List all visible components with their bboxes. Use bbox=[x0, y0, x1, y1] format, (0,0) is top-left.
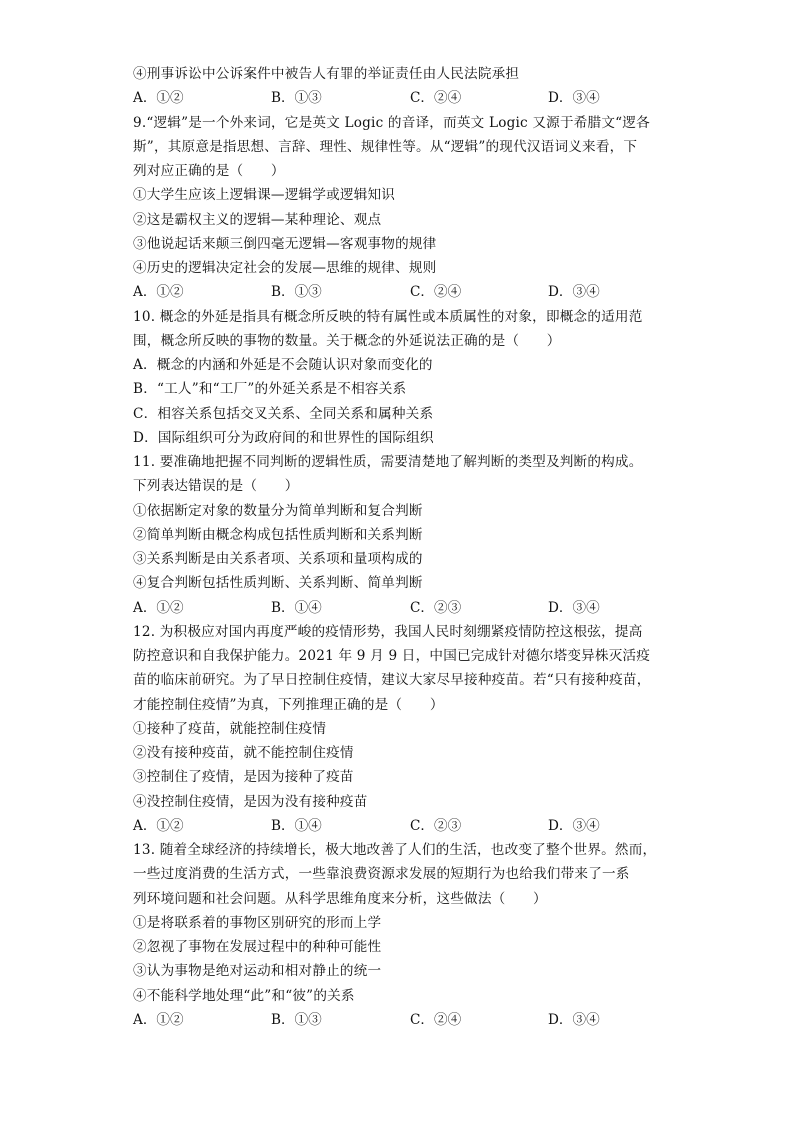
text-line: 列对应正确的是（ ） bbox=[133, 163, 285, 179]
option-a: A．①② bbox=[133, 1011, 184, 1028]
option-c: C．②④ bbox=[410, 284, 462, 301]
text-line: A．概念的内涵和外延是不会随认识对象而变化的 bbox=[133, 357, 433, 373]
text-line: 围，概念所反映的事物的数量。关于概念的外延说法正确的是（ ） bbox=[133, 332, 561, 349]
text-line: 13. 随着全球经济的持续增长，极大地改善了人们的生活，也改变了整个世界。然而， bbox=[133, 842, 657, 858]
text-line: 斯”，其原意是指思想、言辞、理性、规律性等。从“逻辑”的现代汉语词义来看，下 bbox=[133, 138, 638, 155]
text-line: 一些过度消费的生活方式，一些靠浪费资源求发展的短期行为也给我们带来了一系 bbox=[133, 866, 630, 883]
option-a: A．①② bbox=[133, 284, 184, 301]
text-line: ③他说起话来颠三倒四毫无逻辑—客观事物的规律 bbox=[133, 235, 437, 252]
option-d: D．③④ bbox=[548, 1011, 600, 1028]
answer-options-row bbox=[133, 596, 693, 620]
text-line: ④历史的逻辑决定社会的发展—思维的规律、规则 bbox=[133, 260, 437, 276]
text-line: ①大学生应该上逻辑课—逻辑学或逻辑知识 bbox=[133, 187, 396, 204]
text-line: ①是将联系着的事物区别研究的形而上学 bbox=[133, 914, 382, 931]
answer-options-row bbox=[133, 1008, 693, 1032]
option-d: D．③④ bbox=[548, 90, 600, 107]
text-line: ②这是霸权主义的逻辑—某种理论、观点 bbox=[133, 211, 382, 228]
text-line: ②简单判断由概念构成包括性质判断和关系判断 bbox=[133, 526, 423, 543]
text-line: 11. 要准确地把握不同判断的逻辑性质，需要清楚地了解判断的类型及判断的构成。 bbox=[133, 454, 643, 470]
text-line: ①接种了疫苗，就能控制住疫情 bbox=[133, 720, 327, 737]
option-d: D．③④ bbox=[548, 284, 600, 301]
option-c: C．②④ bbox=[410, 90, 462, 107]
answer-options-row bbox=[133, 86, 693, 110]
option-a: A．①② bbox=[133, 90, 184, 107]
option-c: C．②④ bbox=[410, 1011, 462, 1028]
option-b: B．①③ bbox=[271, 284, 322, 301]
text-line: ④刑事诉讼中公诉案件中被告人有罪的举证责任由人民法院承担 bbox=[133, 66, 520, 82]
text-line: C．相容关系包括交叉关系、全同关系和属种关系 bbox=[133, 405, 434, 422]
text-line: D．国际组织可分为政府间的和世界性的国际组织 bbox=[133, 429, 434, 446]
option-c: C．②③ bbox=[410, 817, 462, 834]
text-line: ③认为事物是绝对运动和相对静止的统一 bbox=[133, 963, 382, 980]
option-b: B．①③ bbox=[271, 90, 322, 107]
text-line: ④没控制住疫情，是因为没有接种疫苗 bbox=[133, 793, 368, 810]
text-line: 12. 为积极应对国内再度严峻的疫情形势，我国人民时刻绷紧疫情防控这根弦，提高 bbox=[133, 623, 643, 640]
option-c: C．②③ bbox=[410, 599, 462, 616]
answer-options-row bbox=[133, 814, 693, 838]
text-line: 防控意识和自我保护能力。2021 年 9 月 9 日，中国已完成针对德尔塔变异株灭活疫 bbox=[133, 648, 651, 664]
text-line: 才能控制住疫情”为真，下列推理正确的是（ ） bbox=[133, 696, 444, 713]
text-line: 9.“逻辑”是一个外来词，它是英文 Logic 的音译，而英文 Logic 又源于希腊文“逻各 bbox=[133, 114, 650, 131]
text-line: 苗的临床前研究。为了早日控制住疫情，建议大家尽早接种疫苗。若“只有接种疫苗， bbox=[133, 672, 651, 689]
text-line: ①依据断定对象的数量分为简单判断和复合判断 bbox=[133, 502, 423, 519]
text-line: ②忽视了事物在发展过程中的种种可能性 bbox=[133, 939, 382, 955]
text-line: ④不能科学地处理“此”和“彼”的关系 bbox=[133, 987, 355, 1004]
text-line: 下列表达错误的是（ ） bbox=[133, 478, 299, 495]
option-d: D．③④ bbox=[548, 817, 600, 834]
text-line: ④复合判断包括性质判断、关系判断、简单判断 bbox=[133, 575, 423, 592]
answer-options-row bbox=[133, 280, 693, 304]
option-d: D．③④ bbox=[548, 599, 600, 616]
text-line: ③关系判断是由关系者项、关系项和量项构成的 bbox=[133, 551, 423, 567]
option-a: A．①② bbox=[133, 599, 184, 616]
option-b: B．①③ bbox=[271, 1011, 322, 1028]
option-b: B．①④ bbox=[271, 817, 322, 834]
option-b: B．①④ bbox=[271, 599, 322, 616]
text-line: B．“工人”和“工厂”的外延关系是不相容关系 bbox=[133, 381, 407, 398]
text-line: 列环境问题和社会问题。从科学思维角度来分析，这些做法（ ） bbox=[133, 890, 547, 907]
text-line: ②没有接种疫苗，就不能控制住疫情 bbox=[133, 745, 354, 761]
option-a: A．①② bbox=[133, 817, 184, 834]
text-line: 10. 概念的外延是指具有概念所反映的特有属性或本质属性的对象，即概念的适用范 bbox=[133, 308, 643, 325]
text-line: ③控制住了疫情，是因为接种了疫苗 bbox=[133, 769, 354, 786]
